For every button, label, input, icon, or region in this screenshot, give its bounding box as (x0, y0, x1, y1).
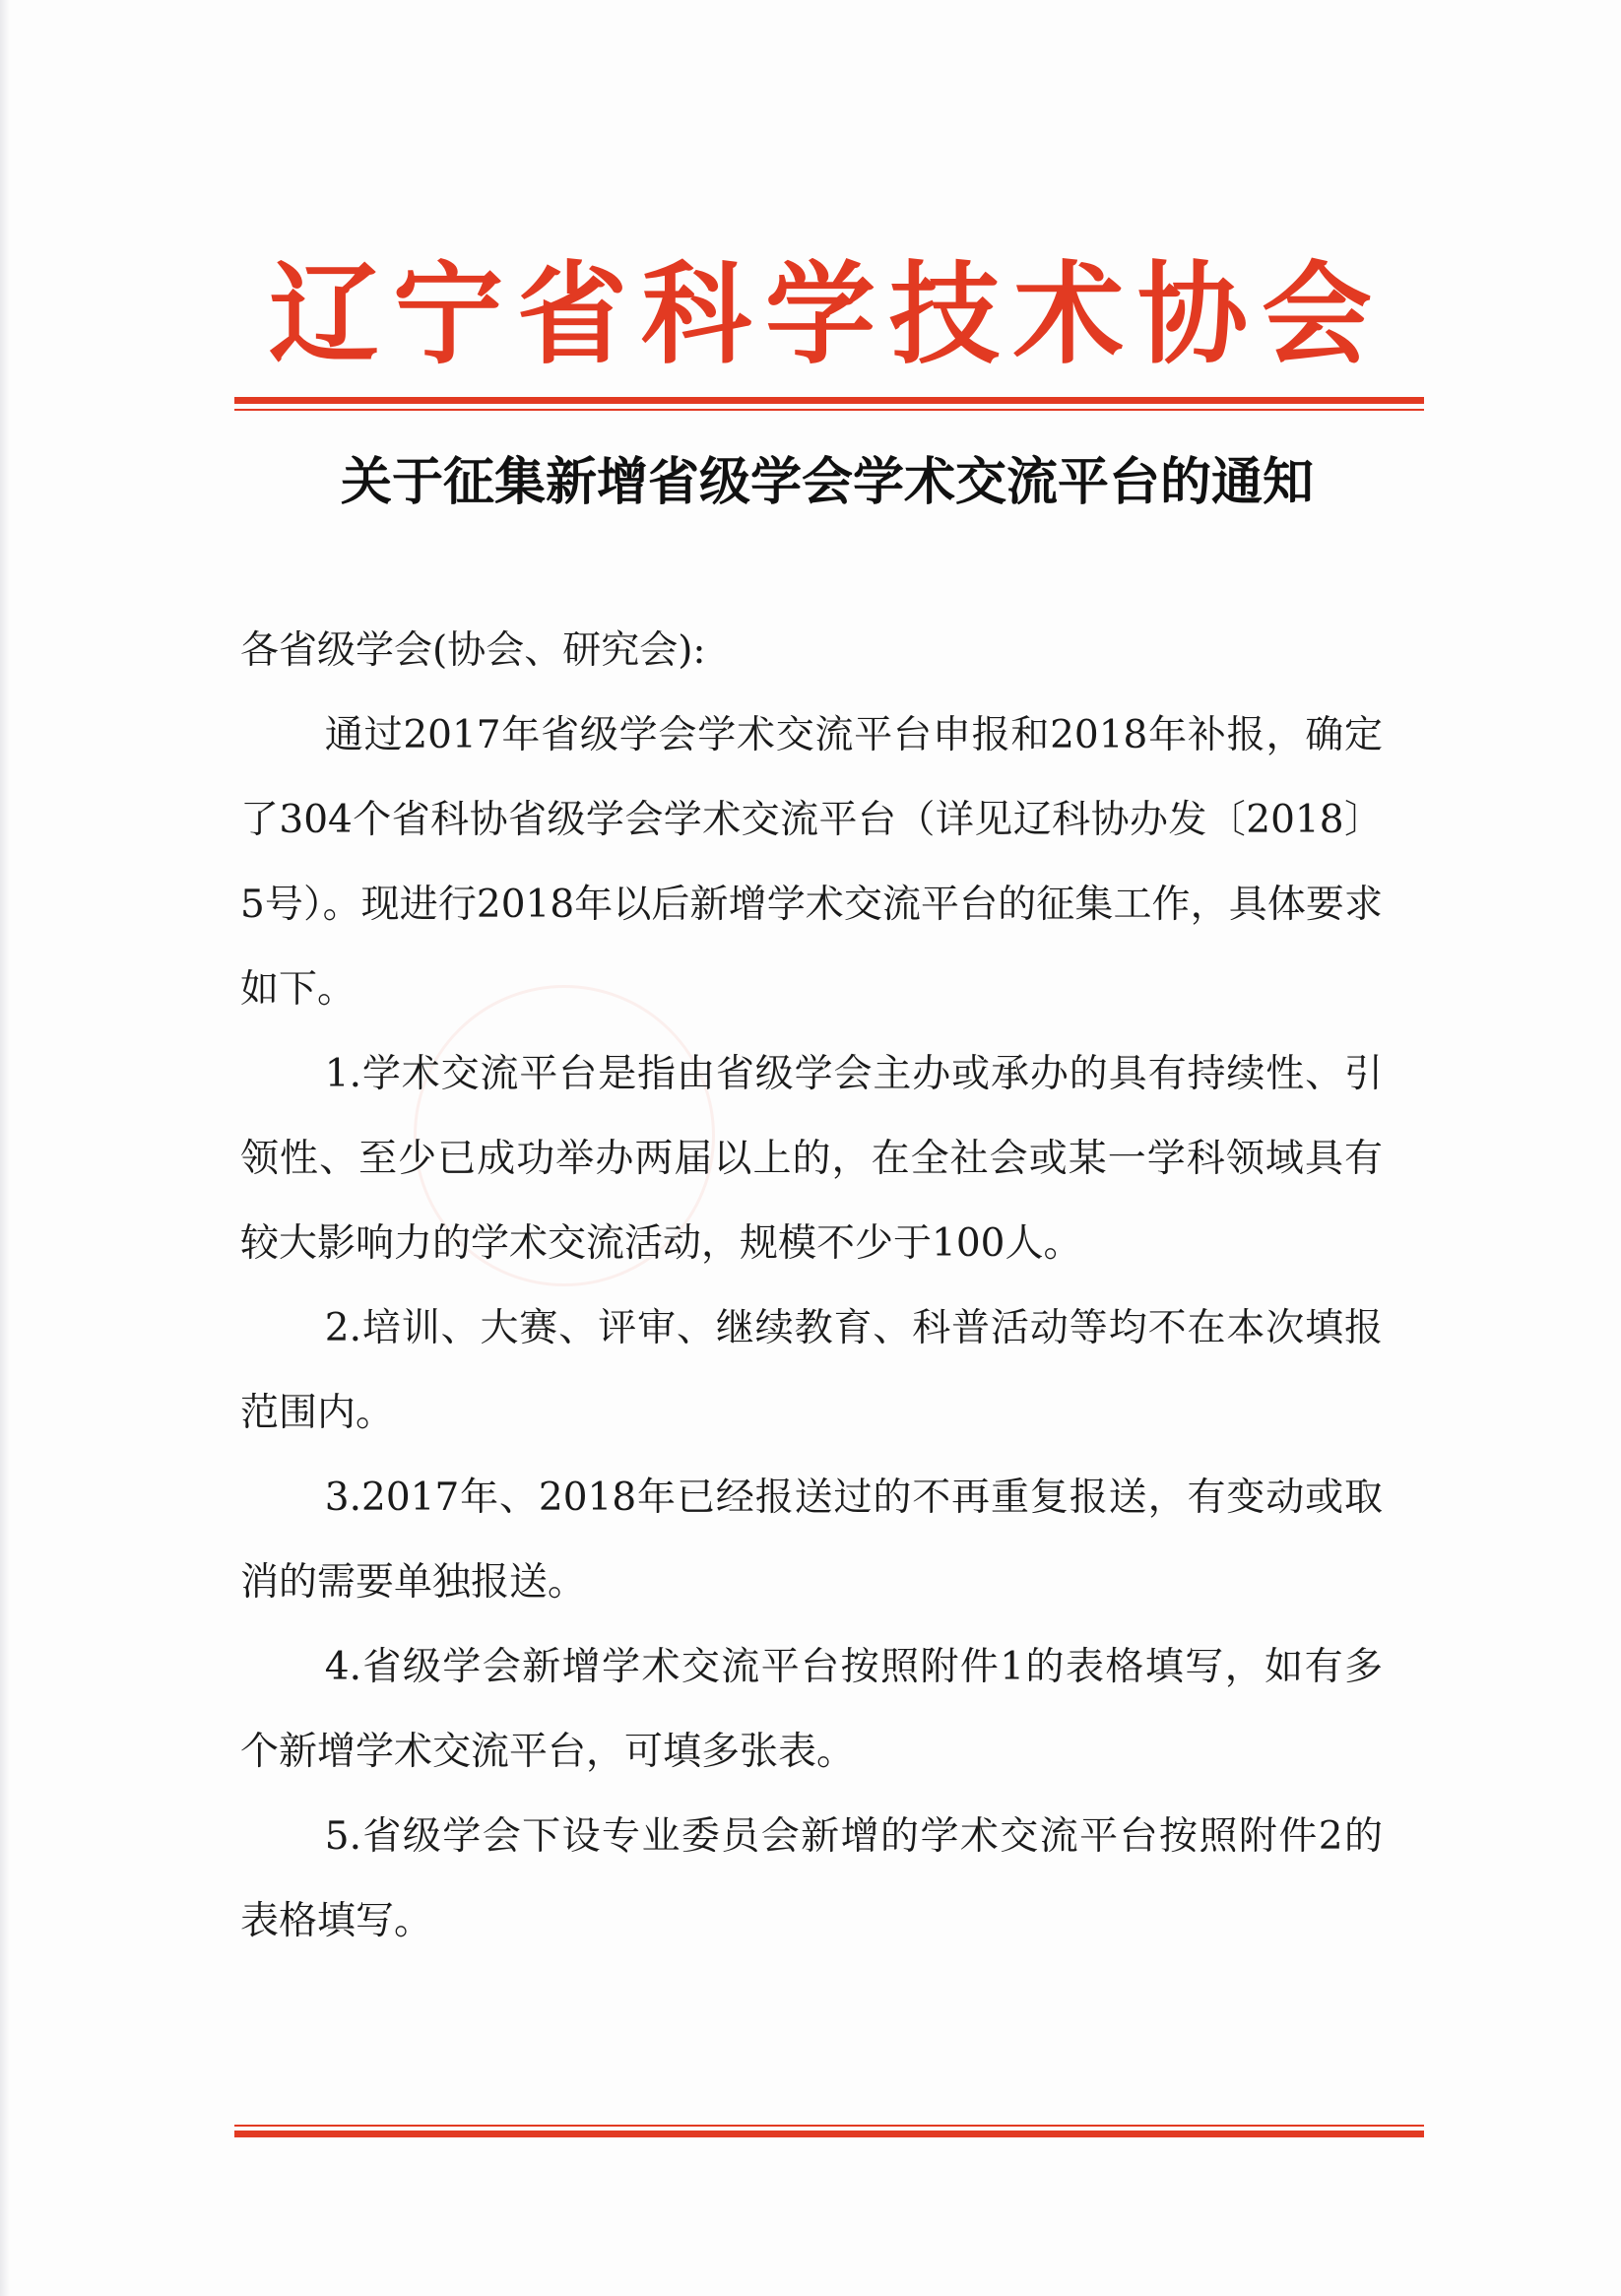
paragraph-intro: 通过2017年省级学会学术交流平台申报和2018年补报，确定了304个省科协省级学会学术交流平台（详见辽科协办发〔2018〕5号）。现进行2018年以后新增学术交流平台的征集工作，具体要求如下。 (240, 713, 1383, 1012)
paragraph-item-2: 2.培训、大赛、评审、继续教育、科普活动等均不在本次填报范围内。 (240, 1306, 1383, 1435)
scan-edge-shadow (0, 0, 10, 2296)
salutation: 各省级学会(协会、研究会): (240, 628, 706, 673)
paragraph-item-1: 1.学术交流平台是指由省级学会主办或承办的具有持续性、引领性、至少已成功举办两届以上的，在全社会或某一学科领域具有较大影响力的学术交流活动，规模不少于100人。 (240, 1052, 1383, 1266)
paragraph-item-3: 3.2017年、2018年已经报送过的不再重复报送，有变动或取消的需要单独报送。 (240, 1476, 1383, 1605)
masthead-rule-thick (234, 397, 1424, 404)
organization-masthead: 辽宁省科学技术协会 (269, 251, 1386, 379)
body-paragraphs (240, 693, 1383, 1964)
paragraph-item-4: 4.省级学会新增学术交流平台按照附件1的表格填写，如有多个新增学术交流平台，可填多张表。 (240, 1645, 1383, 1774)
masthead-rule-thin (234, 409, 1424, 411)
document-title: 关于征集新增省级学会学术交流平台的通知 (340, 453, 1314, 512)
footer-rule-thick (234, 2131, 1424, 2137)
footer-rule-thin (234, 2125, 1424, 2127)
paragraph-item-5: 5.省级学会下设专业委员会新增的学术交流平台按照附件2的表格填写。 (240, 1814, 1383, 1943)
